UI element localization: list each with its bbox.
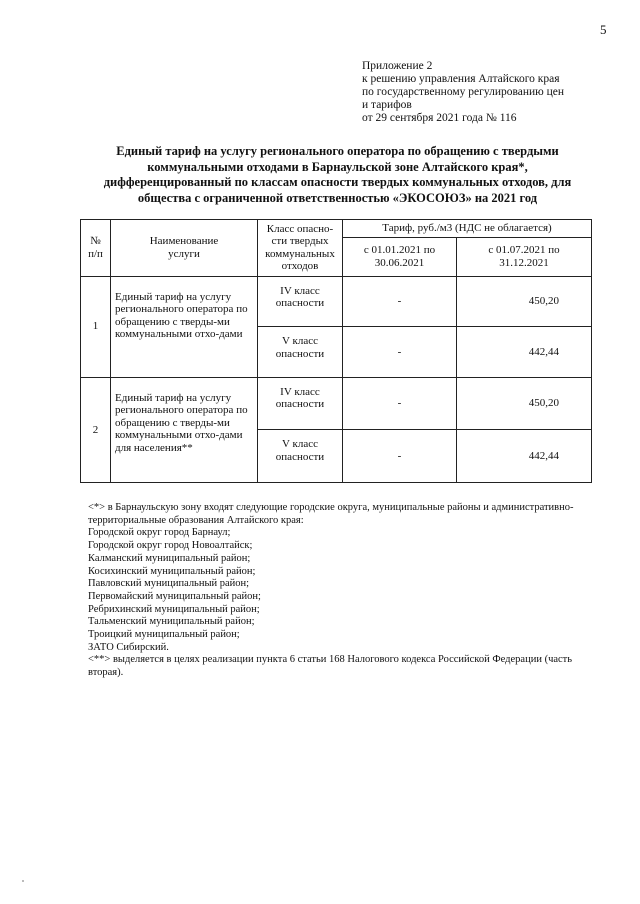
title-line: дифференцированный по классам опасности твердых коммунальных отходов, для [103, 175, 572, 189]
tariff-period-2-cell: 442,44 [457, 327, 592, 378]
title-line: общества с ограниченной ответственностью «ЭКОСОЮЗ» на 2021 год [137, 190, 538, 205]
appendix-line: Приложение 2 [362, 60, 433, 72]
tariff-table [80, 219, 592, 483]
tariff-period-1-cell: - [343, 327, 457, 378]
row-number: 1 [81, 276, 111, 377]
footnote-list-item: Троицкий муниципальный район; [88, 629, 240, 641]
footnote-list-item: Ребрихинский муниципальный район; [88, 603, 260, 615]
appendix-line: и тарифов [362, 99, 412, 111]
footnote-list-item: ЗАТО Сибирский. [88, 641, 169, 653]
footnotes [88, 502, 598, 680]
tariff-period-1-cell: - [343, 377, 457, 430]
title-line: Единый тариф на услугу регионального оператора по обращению с твердыми [116, 144, 559, 158]
tariff-period-1-cell: - [343, 276, 457, 327]
header-number: № п/п [81, 220, 111, 277]
footnote-list-item: Тальменский муниципальный район; [88, 616, 255, 628]
footnote-list-item: Городской округ город Новоалтайск; [88, 540, 253, 552]
appendix-block [362, 60, 632, 125]
table-row [81, 276, 592, 327]
hazard-class-cell: IV класс опасности [258, 377, 343, 430]
tariff-period-2-cell: 442,44 [457, 430, 592, 483]
appendix-line: по государственному регулированию цен [362, 86, 565, 98]
header-service-name: Наименование услуги [111, 220, 258, 277]
scan-speck [22, 880, 24, 882]
footnote-list-item: Калманский муниципальный район; [88, 552, 251, 564]
table-row [81, 377, 592, 430]
hazard-class-cell: V класс опасности [258, 327, 343, 378]
tariff-period-1-cell: - [343, 430, 457, 483]
appendix-date-line: от 29 сентября 2021 года № 116 [362, 112, 517, 124]
tariff-period-2-cell: 450,20 [457, 377, 592, 430]
footnote-zone-intro: <*> в Барнаульскую зону входят следующие городские округа, муниципальные районы и административно-территориальные образования Алтайского края: [88, 502, 574, 526]
footnote-list-item: Первомайский муниципальный район; [88, 590, 261, 602]
service-name-cell: Единый тариф на услугу регионального оператора по обращению с тверды-ми коммунальными отхо-дами [111, 276, 258, 377]
page-number: 5 [600, 22, 607, 37]
document-title [75, 144, 600, 206]
footnote-vat: <**> выделяется в целях реализации пункта 6 статьи 168 Налогового кодекса Российской Федерации (часть вторая). [88, 654, 573, 679]
footnote-list-item: Городской округ город Барнаул; [88, 527, 231, 539]
header-tariff: Тариф, руб./м3 (НДС не облагается) [343, 220, 592, 238]
header-period-2: с 01.07.2021 по 31.12.2021 [457, 238, 592, 276]
footnote-list-item: Косихинский муниципальный район; [88, 565, 256, 577]
footnote-list-item: Павловский муниципальный район; [88, 578, 250, 590]
header-period-1: с 01.01.2021 по 30.06.2021 [343, 238, 457, 276]
hazard-class-cell: V класс опасности [258, 430, 343, 483]
service-name-cell: Единый тариф на услугу регионального оператора по обращению с тверды-ми коммунальными отхо-дами для населения** [111, 377, 258, 482]
header-hazard-class: Класс опасно- сти твердых коммунальных отходов [258, 220, 343, 277]
tariff-period-2-cell: 450,20 [457, 276, 592, 327]
table-header-row [81, 220, 592, 238]
appendix-line: к решению управления Алтайского края [362, 73, 560, 85]
hazard-class-cell: IV класс опасности [258, 276, 343, 327]
title-line: коммунальными отходами в Барнаульской зоне Алтайского края*, [147, 159, 528, 174]
row-number: 2 [81, 377, 111, 482]
